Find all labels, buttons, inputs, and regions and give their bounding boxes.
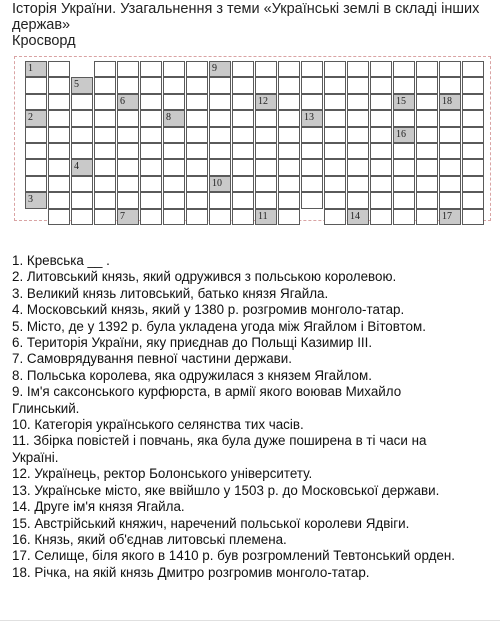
crossword-cell[interactable] (94, 127, 116, 143)
numbered-cell[interactable] (71, 159, 93, 175)
crossword-cell[interactable] (278, 94, 300, 110)
crossword-cell[interactable] (71, 176, 93, 192)
crossword-cell[interactable] (71, 209, 93, 225)
crossword-cell[interactable] (278, 209, 300, 225)
crossword-cell[interactable] (462, 77, 484, 93)
numbered-cell[interactable] (439, 94, 461, 110)
crossword-cell[interactable] (163, 61, 185, 77)
clue-line: 2. Литовський князь, який одружився з польською королевою. (12, 269, 397, 285)
clue-line: 8. Польська королева, яка одружилася з князем Ягайлом. (12, 367, 372, 383)
crossword-cell[interactable] (140, 77, 162, 93)
numbered-cell[interactable] (71, 77, 93, 93)
crossword-cell[interactable] (370, 61, 392, 77)
crossword-cell[interactable] (439, 77, 461, 93)
crossword-cell[interactable] (324, 209, 346, 225)
crossword-cell[interactable] (278, 127, 300, 143)
crossword-cell[interactable] (186, 176, 208, 192)
crossword-cell[interactable] (416, 209, 438, 225)
crossword-cell[interactable] (255, 110, 277, 126)
crossword-cell[interactable] (94, 94, 116, 110)
crossword-cell[interactable] (232, 159, 254, 175)
clue-line: 14. Друге ім'я князя Ягайла. (12, 499, 185, 515)
crossword-cell[interactable] (117, 159, 139, 175)
crossword-cell[interactable] (324, 176, 346, 192)
crossword-cell[interactable] (347, 110, 369, 126)
crossword-cell[interactable] (163, 209, 185, 225)
crossword-cell[interactable] (462, 143, 484, 159)
crossword-cell[interactable] (25, 143, 47, 159)
crossword-cell[interactable] (301, 159, 323, 175)
crossword-cell[interactable] (370, 110, 392, 126)
crossword-cell[interactable] (48, 143, 70, 159)
crossword-cell[interactable] (278, 61, 300, 77)
crossword-cell[interactable] (278, 110, 300, 126)
numbered-cell[interactable] (255, 94, 277, 110)
crossword-cell[interactable] (324, 143, 346, 159)
crossword-cell[interactable] (439, 192, 461, 208)
crossword-cell[interactable] (301, 176, 323, 192)
crossword-cell[interactable] (370, 127, 392, 143)
cell-number: 9 (212, 63, 217, 74)
crossword-cell[interactable] (117, 61, 139, 77)
crossword-cell[interactable] (347, 94, 369, 110)
numbered-cell[interactable] (117, 94, 139, 110)
crossword-cell[interactable] (301, 94, 323, 110)
crossword-cell[interactable] (347, 176, 369, 192)
numbered-cell[interactable] (209, 176, 231, 192)
clue-line: 4. Московський князь, який у 1380 р. розгромив монголо-татар. (12, 302, 405, 318)
crossword-cell[interactable] (416, 110, 438, 126)
crossword-cells (15, 57, 490, 220)
numbered-cell[interactable] (117, 209, 139, 225)
crossword-cell[interactable] (163, 94, 185, 110)
crossword-cell[interactable] (347, 143, 369, 159)
page-title-line-2: держав» (12, 17, 71, 33)
crossword-cell[interactable] (324, 127, 346, 143)
crossword-cell[interactable] (462, 192, 484, 208)
cell-number: 15 (396, 95, 406, 107)
numbered-cell[interactable] (393, 94, 415, 110)
clue-line: 18. Річка, на якій князь Дмитро розгромив монголо-татар. (12, 564, 370, 580)
crossword-cell[interactable] (25, 77, 47, 93)
crossword-cell[interactable] (25, 176, 47, 192)
crossword-cell[interactable] (140, 159, 162, 175)
clue-list (12, 253, 496, 581)
crossword-cell[interactable] (94, 159, 116, 175)
crossword-cell[interactable] (439, 176, 461, 192)
clue-line: 5. Місто, де у 1392 р. була укладена угода між Ягайлом і Вітовтом. (12, 318, 426, 334)
clue-line: 13. Українське місто, яке ввійшло у 1503 р. до Московської держави. (12, 482, 440, 498)
crossword-cell[interactable] (117, 77, 139, 93)
crossword-cell[interactable] (439, 61, 461, 77)
crossword-cell[interactable] (163, 77, 185, 93)
crossword-cell[interactable] (462, 159, 484, 175)
crossword-cell[interactable] (301, 77, 323, 93)
numbered-cell[interactable] (25, 61, 47, 77)
clue-line: 11. Збірка повістей і повчань, яка була дуже поширена в ті часи на (12, 433, 427, 449)
cell-number: 12 (258, 95, 268, 107)
crossword-cell[interactable] (370, 192, 392, 208)
crossword-cell[interactable] (48, 176, 70, 192)
crossword-cell[interactable] (462, 110, 484, 126)
crossword-cell[interactable] (140, 94, 162, 110)
crossword-cell[interactable] (48, 159, 70, 175)
crossword-cell[interactable] (278, 192, 300, 208)
cell-number: 6 (120, 95, 125, 107)
crossword-cell[interactable] (209, 94, 231, 110)
crossword-cell[interactable] (232, 176, 254, 192)
crossword-cell[interactable] (232, 127, 254, 143)
crossword-cell[interactable] (94, 61, 116, 77)
cell-number: 18 (442, 95, 452, 107)
clue-line: 7. Самоврядування певної частини держави. (12, 351, 293, 367)
numbered-cell[interactable] (255, 209, 277, 225)
cell-number: 3 (28, 194, 33, 206)
crossword-cell[interactable] (439, 143, 461, 159)
crossword-cell[interactable] (94, 192, 116, 208)
crossword-cell[interactable] (94, 77, 116, 93)
crossword-cell[interactable] (462, 94, 484, 110)
crossword-cell[interactable] (324, 94, 346, 110)
crossword-cell[interactable] (393, 209, 415, 225)
crossword-cell[interactable] (232, 209, 254, 225)
numbered-cell[interactable] (439, 209, 461, 225)
crossword-cell[interactable] (416, 143, 438, 159)
crossword-cell[interactable] (209, 127, 231, 143)
crossword-cell[interactable] (416, 192, 438, 208)
crossword-cell[interactable] (370, 209, 392, 225)
crossword-cell[interactable] (370, 159, 392, 175)
crossword-cell[interactable] (439, 127, 461, 143)
crossword-cell[interactable] (140, 143, 162, 159)
crossword-cell[interactable] (163, 159, 185, 175)
crossword-cell[interactable] (117, 127, 139, 143)
crossword-cell[interactable] (232, 110, 254, 126)
crossword-cell[interactable] (416, 61, 438, 77)
crossword-grid (14, 56, 491, 221)
crossword-cell[interactable] (439, 159, 461, 175)
cell-number: 13 (304, 112, 314, 124)
crossword-cell[interactable] (209, 110, 231, 126)
crossword-cell[interactable] (140, 176, 162, 192)
numbered-cell[interactable] (209, 61, 231, 77)
crossword-cell[interactable] (324, 110, 346, 126)
clue-line: 3. Великий князь литовський, батько князя Ягайла. (12, 285, 329, 301)
crossword-cell[interactable] (324, 159, 346, 175)
crossword-cell[interactable] (347, 127, 369, 143)
crossword-cell[interactable] (255, 127, 277, 143)
crossword-cell[interactable] (94, 176, 116, 192)
crossword-cell[interactable] (255, 159, 277, 175)
crossword-cell[interactable] (324, 192, 346, 208)
crossword-cell[interactable] (278, 176, 300, 192)
crossword-cell[interactable] (370, 176, 392, 192)
clue-line: 12. Українець, ректор Болонського університету. (12, 466, 313, 482)
crossword-cell[interactable] (94, 143, 116, 159)
crossword-cell[interactable] (347, 77, 369, 93)
crossword-cell[interactable] (393, 110, 415, 126)
crossword-cell[interactable] (255, 61, 277, 77)
cell-number: 16 (396, 128, 406, 140)
crossword-cell[interactable] (186, 192, 208, 208)
crossword-cell[interactable] (255, 192, 277, 208)
crossword-cell[interactable] (140, 192, 162, 208)
crossword-cell[interactable] (278, 143, 300, 159)
crossword-cell[interactable] (117, 192, 139, 208)
crossword-cell[interactable] (94, 209, 116, 225)
crossword-cell[interactable] (255, 176, 277, 192)
cell-number: 7 (120, 210, 125, 222)
crossword-cell[interactable] (393, 143, 415, 159)
crossword-cell[interactable] (48, 192, 70, 208)
page-subtitle: Кросворд (12, 33, 76, 49)
crossword-cell[interactable] (71, 110, 93, 126)
crossword-cell[interactable] (25, 127, 47, 143)
crossword-cell[interactable] (301, 127, 323, 143)
crossword-cell[interactable] (25, 159, 47, 175)
crossword-cell[interactable] (255, 77, 277, 93)
cell-number: 17 (442, 210, 452, 222)
clue-line: Україні. (12, 449, 59, 465)
clue-line: 10. Категорія українського селянства тих часів. (12, 417, 304, 433)
numbered-cell[interactable] (25, 192, 47, 208)
clue-line: 9. Ім'я саксонського курфюрста, в армії якого воював Михайло (12, 384, 402, 400)
crossword-cell[interactable] (232, 94, 254, 110)
crossword-cell[interactable] (232, 143, 254, 159)
cell-number: 1 (28, 63, 33, 74)
numbered-cell[interactable] (393, 127, 415, 143)
clue-line: 15. Австрійський княжич, наречений польської королеви Ядвіги. (12, 515, 410, 531)
crossword-cell[interactable] (301, 192, 323, 208)
clue-line: 17. Селище, біля якого в 1410 р. був розгромлений Тевтонський орден. (12, 548, 455, 564)
crossword-cell[interactable] (48, 94, 70, 110)
page-title-line-1: Історія України. Узагальнення з теми «Українські землі в складі інших (12, 1, 480, 17)
numbered-cell[interactable] (25, 110, 47, 126)
crossword-cell[interactable] (301, 61, 323, 77)
crossword-cell[interactable] (117, 110, 139, 126)
crossword-cell[interactable] (462, 61, 484, 77)
clue-line: Глинський. (12, 400, 80, 416)
crossword-cell[interactable] (117, 143, 139, 159)
cell-number: 10 (212, 177, 222, 189)
cell-number: 8 (166, 112, 171, 124)
crossword-cell[interactable] (393, 176, 415, 192)
cell-number: 2 (28, 112, 33, 124)
numbered-cell[interactable] (301, 110, 323, 126)
crossword-cell[interactable] (347, 192, 369, 208)
crossword-cell[interactable] (48, 110, 70, 126)
crossword-cell[interactable] (232, 77, 254, 93)
crossword-cell[interactable] (186, 209, 208, 225)
crossword-cell[interactable] (186, 143, 208, 159)
crossword-cell[interactable] (140, 127, 162, 143)
crossword-cell[interactable] (255, 143, 277, 159)
crossword-cell[interactable] (71, 192, 93, 208)
crossword-cell[interactable] (25, 94, 47, 110)
crossword-cell[interactable] (370, 94, 392, 110)
crossword-cell[interactable] (186, 94, 208, 110)
cell-number: 14 (350, 210, 360, 222)
cell-number: 5 (74, 79, 79, 91)
crossword-cell[interactable] (48, 61, 70, 77)
crossword-cell[interactable] (393, 77, 415, 93)
crossword-cell[interactable] (186, 110, 208, 126)
crossword-cell[interactable] (324, 77, 346, 93)
crossword-cell[interactable] (416, 127, 438, 143)
crossword-cell[interactable] (209, 143, 231, 159)
crossword-cell[interactable] (232, 192, 254, 208)
crossword-cell[interactable] (393, 192, 415, 208)
crossword-cell[interactable] (278, 159, 300, 175)
crossword-cell[interactable] (416, 94, 438, 110)
crossword-cell[interactable] (94, 110, 116, 126)
crossword-cell[interactable] (301, 143, 323, 159)
crossword-cell[interactable] (393, 61, 415, 77)
crossword-cell[interactable] (462, 176, 484, 192)
crossword-cell[interactable] (71, 94, 93, 110)
crossword-cell[interactable] (439, 110, 461, 126)
crossword-cell[interactable] (163, 143, 185, 159)
crossword-cell[interactable] (462, 127, 484, 143)
crossword-cell[interactable] (278, 77, 300, 93)
crossword-cell[interactable] (186, 61, 208, 77)
crossword-cell[interactable] (186, 77, 208, 93)
crossword-cell[interactable] (370, 77, 392, 93)
crossword-cell[interactable] (347, 159, 369, 175)
crossword-cell[interactable] (324, 61, 346, 77)
crossword-cell[interactable] (393, 159, 415, 175)
crossword-cell[interactable] (232, 61, 254, 77)
crossword-cell[interactable] (209, 209, 231, 225)
crossword-cell[interactable] (209, 192, 231, 208)
crossword-cell[interactable] (163, 127, 185, 143)
crossword-cell[interactable] (163, 192, 185, 208)
crossword-cell[interactable] (163, 176, 185, 192)
crossword-cell[interactable] (48, 209, 70, 225)
crossword-cell[interactable] (462, 209, 484, 225)
crossword-cell[interactable] (71, 143, 93, 159)
crossword-cell[interactable] (117, 176, 139, 192)
cell-number: 11 (258, 210, 268, 222)
clue-line: 1. Кревська __ . (12, 253, 110, 268)
crossword-cell[interactable] (347, 61, 369, 77)
crossword-cell[interactable] (140, 209, 162, 225)
crossword-cell[interactable] (140, 61, 162, 77)
crossword-cell[interactable] (71, 127, 93, 143)
crossword-cell[interactable] (48, 127, 70, 143)
crossword-cell[interactable] (186, 159, 208, 175)
clue-line: 6. Територія України, яку приєднав до Польщі Казимир III. (12, 335, 373, 351)
crossword-cell[interactable] (209, 77, 231, 93)
crossword-cell[interactable] (209, 159, 231, 175)
crossword-cell[interactable] (186, 127, 208, 143)
clue-line: 16. Князь, який об'єднав литовські племена. (12, 531, 287, 547)
crossword-cell[interactable] (416, 77, 438, 93)
numbered-cell[interactable] (347, 209, 369, 225)
cell-number: 4 (74, 161, 79, 173)
divider (0, 620, 500, 621)
crossword-cell[interactable] (416, 159, 438, 175)
page-header (12, 1, 492, 49)
numbered-cell[interactable] (163, 110, 185, 126)
crossword-cell[interactable] (48, 77, 70, 93)
crossword-cell[interactable] (416, 176, 438, 192)
crossword-cell[interactable] (370, 143, 392, 159)
crossword-cell[interactable] (140, 110, 162, 126)
